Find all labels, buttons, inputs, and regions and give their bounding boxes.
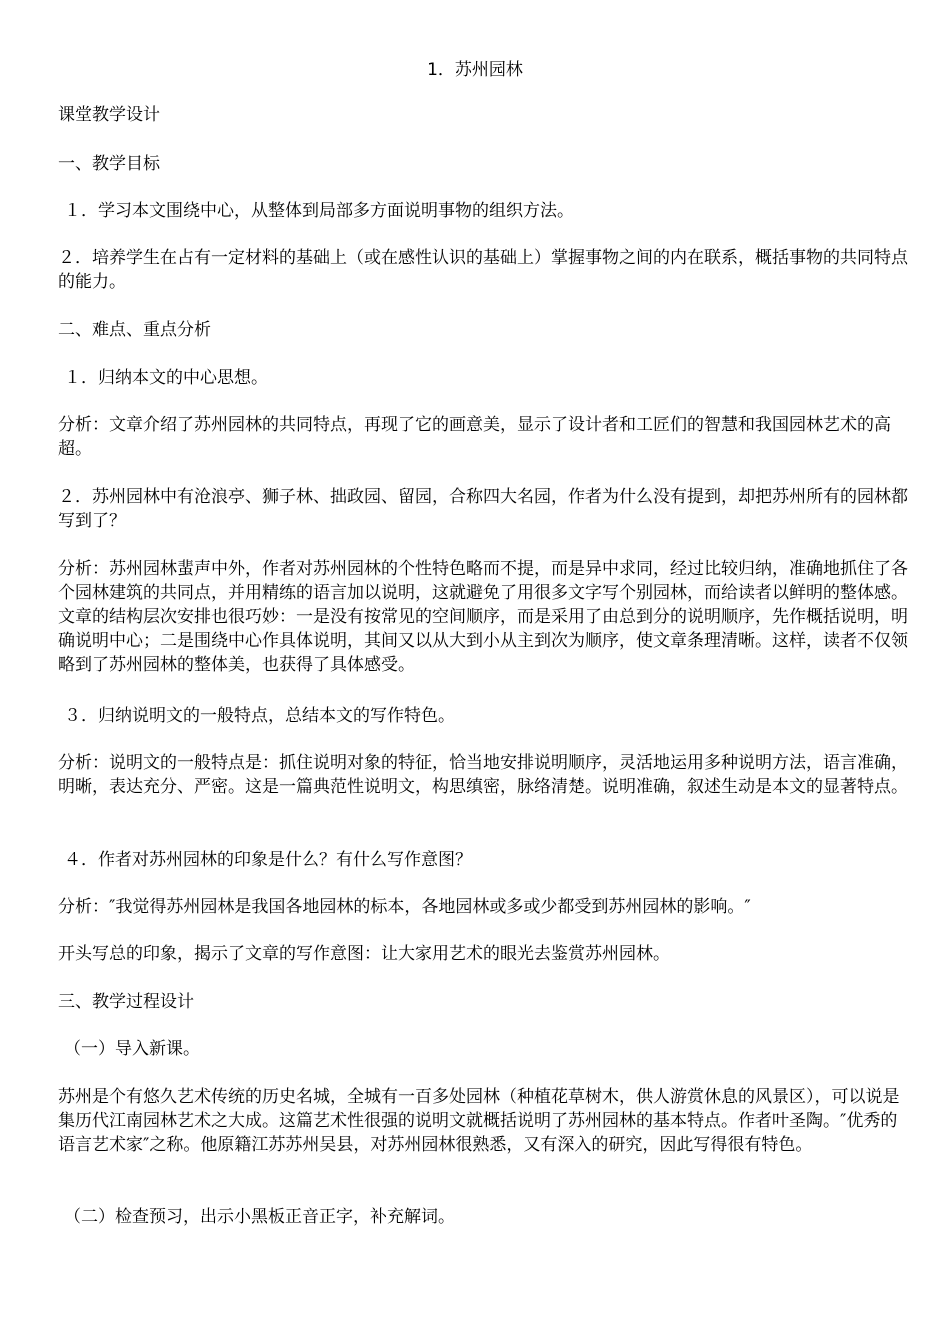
process-step-2-heading: （二）检查预习，出示小黑板正音正字，补充解词。 <box>64 1207 455 1227</box>
goal-item-2: ２．培养学生在占有一定材料的基础上（或在感性认识的基础上）掌握事物之间的内在联系，概括事物的共同特点的能力。 <box>58 248 908 292</box>
analysis-item-2: ２．苏州园林中有沧浪亭、狮子林、拙政园、留园，合称四大名园，作者为什么没有提到，却把苏州所有的园林都写到了？ <box>58 487 908 531</box>
document-title: 1．苏州园林 <box>427 60 523 80</box>
process-step-1-body: 苏州是个有悠久艺术传统的历史名城，全城有一百多处园林（种植花草树木，供人游赏休息的风景区），可以说是集历代江南园林艺术之大成。这篇艺术性很强的说明文就概括说明了苏州园林的基本特点。作者叶圣陶。″优秀的语言艺术家″之称。他原籍江苏苏州吴县，对苏州园林很熟悉，又有深入的研究，因此写得很有特色。 <box>58 1087 900 1155</box>
subtitle-classroom-design: 课堂教学设计 <box>58 105 160 125</box>
analysis-item-1: １．归纳本文的中心思想。 <box>64 368 268 388</box>
analysis-item-4: ４．作者对苏州园林的印象是什么？有什么写作意图？ <box>64 850 472 870</box>
analysis-answer-1: 分析：文章介绍了苏州园林的共同特点，再现了它的画意美，显示了设计者和工匠们的智慧和我国园林艺术的高超。 <box>58 415 891 459</box>
section-heading-goals: 一、教学目标 <box>58 154 160 174</box>
analysis-answer-3: 分析：说明文的一般特点是：抓住说明对象的特征，恰当地安排说明顺序，灵活地运用多种说明方法，语言准确，明晰，表达充分、严密。这是一篇典范性说明文，构思缜密，脉络清楚。说明准确，叙述生动是本文的显著特点。 <box>58 753 908 797</box>
process-step-1-heading: （一）导入新课。 <box>64 1039 200 1059</box>
analysis-answer-4-cont: 开头写总的印象，揭示了文章的写作意图：让大家用艺术的眼光去鉴赏苏州园林。 <box>58 944 670 964</box>
section-heading-analysis: 二、难点、重点分析 <box>58 320 211 340</box>
section-heading-process: 三、教学过程设计 <box>58 992 194 1012</box>
analysis-answer-4: 分析：″我觉得苏州园林是我国各地园林的标本，各地园林或多或少都受到苏州园林的影响。″ <box>58 897 751 917</box>
analysis-answer-2: 分析：苏州园林蜚声中外，作者对苏州园林的个性特色略而不提，而是异中求同，经过比较归纳，准确地抓住了各个园林建筑的共同点，并用精练的语言加以说明，这就避免了用很多文字写个别园林，而给读者以鲜明的整体感。文章的结构层次安排也很巧妙：一是没有按常见的空间顺序，而是采用了由总到分的说明顺序，先作概括说明，明确说明中心；二是围绕中心作具体说明，其间又以从大到小从主到次为顺序，使文章条理清晰。这样，读者不仅领略到了苏州园林的整体美，也获得了具体感受。 <box>58 559 908 675</box>
analysis-item-3: ３．归纳说明文的一般特点，总结本文的写作特色。 <box>64 706 455 726</box>
goal-item-1: １．学习本文围绕中心，从整体到局部多方面说明事物的组织方法。 <box>64 201 574 221</box>
